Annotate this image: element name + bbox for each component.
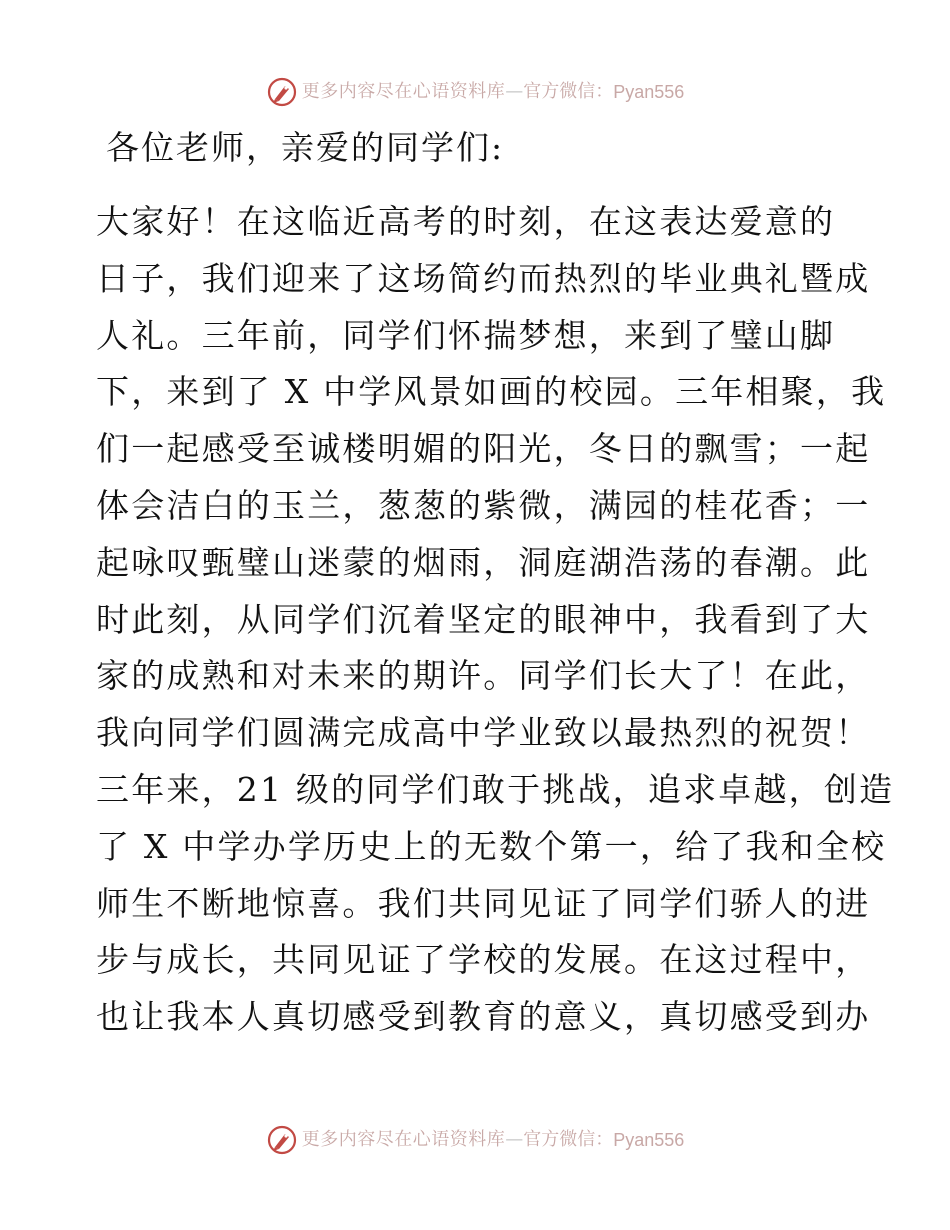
watermark-separator: —	[505, 81, 524, 102]
watermark-text: 更多内容尽在心语资料库	[301, 81, 506, 102]
body-line: 我向同学们圆满完成高中学业致以最热烈的祝贺！	[96, 713, 871, 753]
body-line: 下，来到了 X 中学风景如画的校园。三年相聚，我	[96, 372, 887, 412]
body-line: 日子，我们迎来了这场简约而热烈的毕业典礼暨成	[96, 258, 871, 298]
body-line: 也让我本人真切感受到教育的意义，真切感受到办	[96, 997, 871, 1037]
watermark-wechat-label: 官方微信：	[523, 81, 614, 102]
watermark-separator: —	[505, 1129, 524, 1150]
watermark-wechat-id: Pyan556	[613, 1130, 685, 1150]
watermark-wechat-label: 官方微信：	[523, 1129, 614, 1150]
speech-body	[96, 194, 895, 1046]
pen-nib-logo-icon	[266, 76, 298, 108]
body-line: 三年来，21 级的同学们敢于挑战，追求卓越，创造	[96, 769, 895, 809]
body-line: 家的成熟和对未来的期许。同学们长大了！在此，	[96, 656, 871, 696]
body-line: 人礼。三年前，同学们怀揣梦想，来到了璧山脚	[96, 315, 836, 355]
greeting-line: 各位老师，亲爱的同学们:	[106, 128, 505, 167]
body-line: 体会洁白的玉兰，葱葱的紫微，满园的桂花香；一	[96, 485, 871, 525]
body-line: 时此刻，从同学们沉着坚定的眼神中，我看到了大	[96, 599, 871, 639]
body-line: 大家好！在这临近高考的时刻，在这表达爱意的	[96, 202, 836, 241]
header-watermark	[0, 72, 950, 112]
footer-watermark	[0, 1120, 950, 1160]
watermark-wechat-id: Pyan556	[613, 82, 685, 102]
watermark-text: 更多内容尽在心语资料库	[301, 1129, 506, 1150]
body-line: 们一起感受至诚楼明媚的阳光，冬日的飘雪；一起	[96, 429, 871, 469]
body-line: 师生不断地惊喜。我们共同见证了同学们骄人的进	[96, 883, 871, 923]
body-line: 了 X 中学办学历史上的无数个第一，给了我和全校	[96, 826, 887, 866]
body-line: 起咏叹甄璧山迷蒙的烟雨，洞庭湖浩荡的春潮。此	[96, 542, 871, 582]
body-line: 步与成长，共同见证了学校的发展。在这过程中，	[96, 940, 871, 980]
pen-nib-logo-icon	[266, 1124, 298, 1156]
